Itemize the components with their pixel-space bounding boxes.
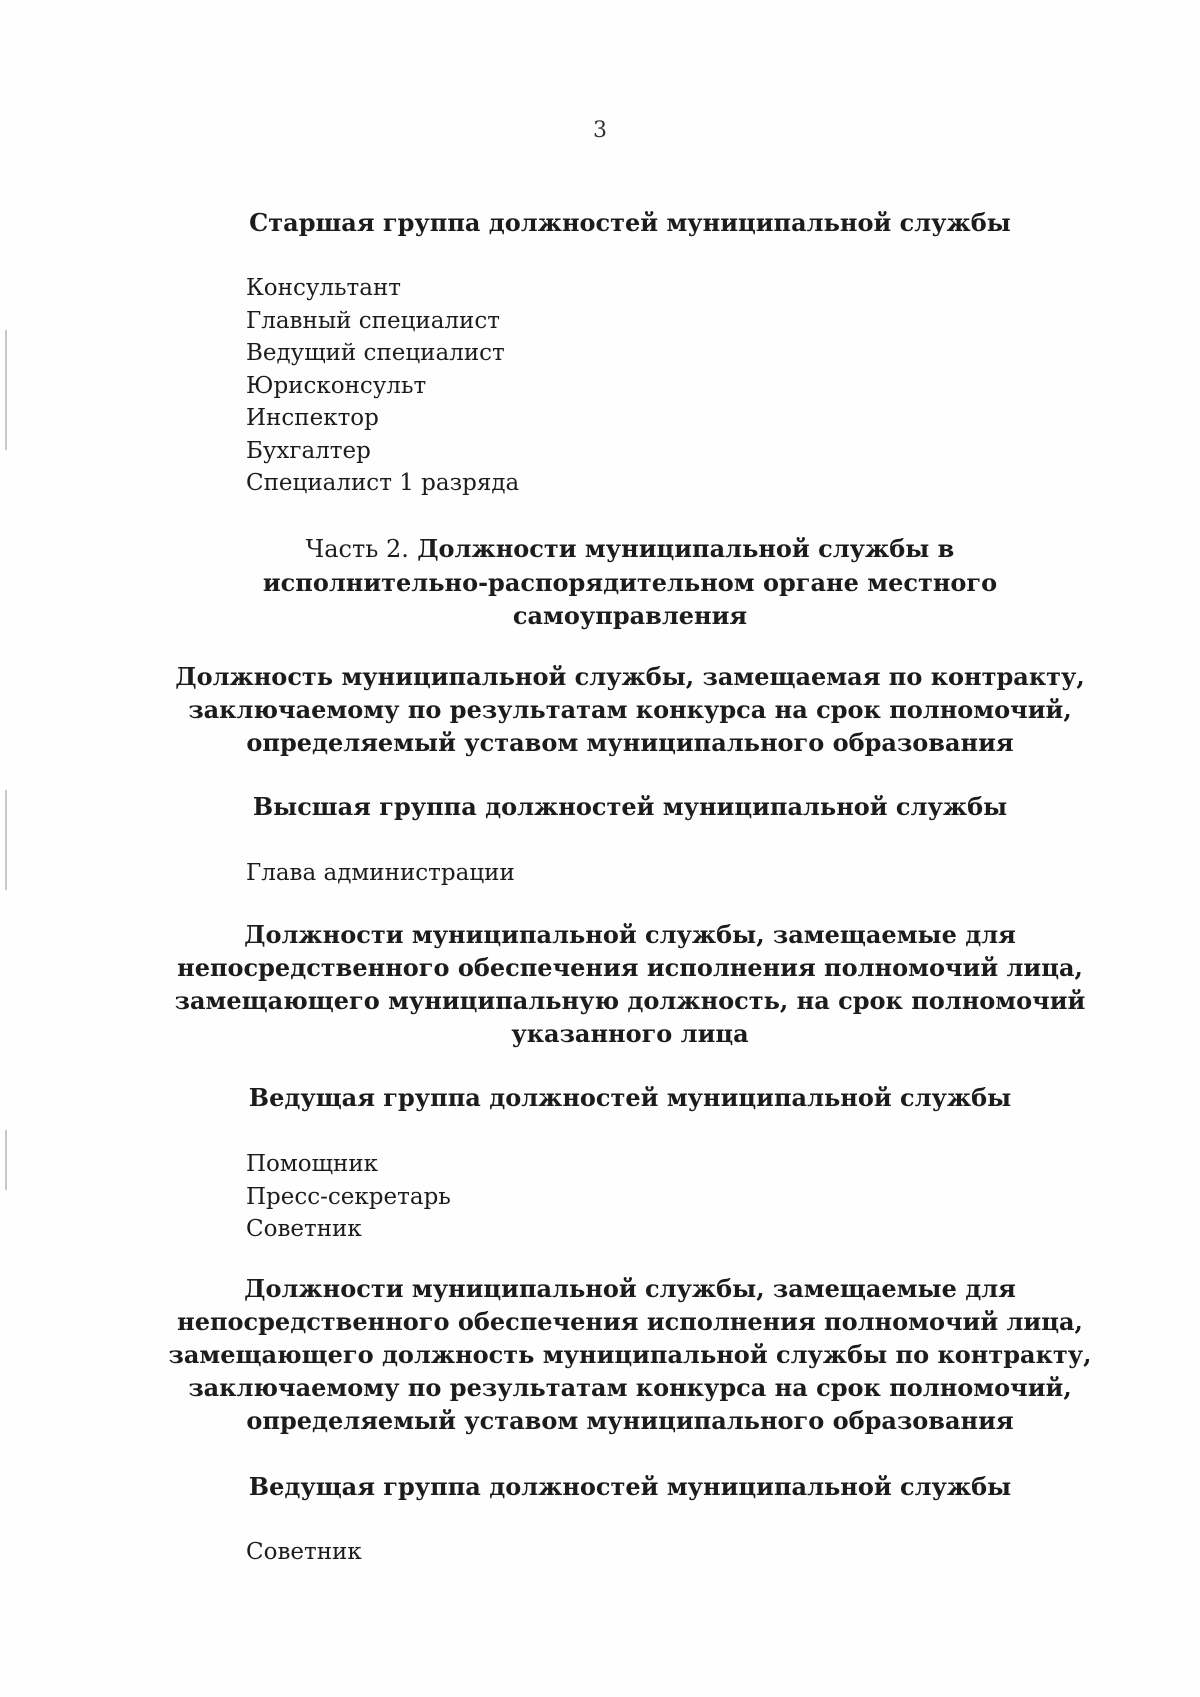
senior-positions-list bbox=[246, 272, 519, 500]
contract-position-heading bbox=[150, 660, 1110, 759]
heading-line: заключаемому по результатам конкурса на срок полномочий, bbox=[188, 695, 1072, 724]
heading-line: определяемый уставом муниципального образования bbox=[246, 728, 1014, 757]
list-item: Пресс-секретарь bbox=[246, 1183, 451, 1210]
list-item: Советник bbox=[246, 1539, 362, 1565]
heading-line: заключаемому по результатам конкурса на срок полномочий, bbox=[188, 1373, 1072, 1402]
list-item: Главный специалист bbox=[246, 307, 500, 334]
direct-support-heading-contract bbox=[150, 1272, 1110, 1437]
heading-line: Должности муниципальной службы, замещаемые для bbox=[244, 920, 1016, 949]
list-item: Глава администрации bbox=[246, 860, 515, 886]
senior-group-heading: Старшая группа должностей муниципальной службы bbox=[249, 208, 1011, 237]
scan-edge-mark bbox=[5, 1130, 7, 1190]
heading-line: замещающего муниципальную должность, на срок полномочий bbox=[174, 986, 1086, 1015]
heading-line: Должности муниципальной службы, замещаемые для bbox=[244, 1274, 1016, 1303]
heading-line: Должность муниципальной службы, замещаемая по контракту, bbox=[175, 662, 1085, 691]
heading-line: непосредственного обеспечения исполнения полномочий лица, bbox=[177, 953, 1083, 982]
part2-heading bbox=[150, 532, 1110, 632]
leading-positions-list bbox=[246, 1148, 451, 1246]
list-item: Юрисконсульт bbox=[246, 372, 427, 399]
list-item: Консультант bbox=[246, 275, 402, 301]
leading-positions-list bbox=[246, 1536, 362, 1569]
part2-title-line: Часть 2. Должности муниципальной службы в bbox=[305, 534, 955, 563]
scan-edge-mark bbox=[5, 330, 7, 450]
highest-positions-list bbox=[246, 857, 515, 890]
list-item: Бухгалтер bbox=[246, 437, 371, 464]
leading-group-heading: Ведущая группа должностей муниципальной службы bbox=[248, 1083, 1012, 1112]
highest-group-heading: Высшая группа должностей муниципальной службы bbox=[252, 792, 1008, 821]
page-number: 3 bbox=[593, 118, 607, 143]
leading-group-heading: Ведущая группа должностей муниципальной службы bbox=[248, 1472, 1012, 1501]
heading-line: указанного лица bbox=[511, 1019, 749, 1048]
heading-line: определяемый уставом муниципального образования bbox=[246, 1406, 1014, 1435]
part2-title-line: исполнительно-распорядительном органе местного bbox=[262, 568, 998, 597]
list-item: Помощник bbox=[246, 1151, 379, 1177]
list-item: Специалист 1 разряда bbox=[246, 470, 520, 496]
direct-support-heading bbox=[150, 918, 1110, 1050]
part2-prefix: Часть 2. bbox=[305, 535, 409, 563]
heading-line: непосредственного обеспечения исполнения полномочий лица, bbox=[177, 1307, 1083, 1336]
list-item: Инспектор bbox=[246, 405, 379, 431]
heading-line: замещающего должность муниципальной службы по контракту, bbox=[168, 1340, 1092, 1369]
scan-edge-mark bbox=[5, 790, 7, 890]
list-item: Советник bbox=[246, 1216, 362, 1242]
list-item: Ведущий специалист bbox=[246, 340, 505, 366]
part2-title-line: самоуправления bbox=[512, 601, 748, 630]
